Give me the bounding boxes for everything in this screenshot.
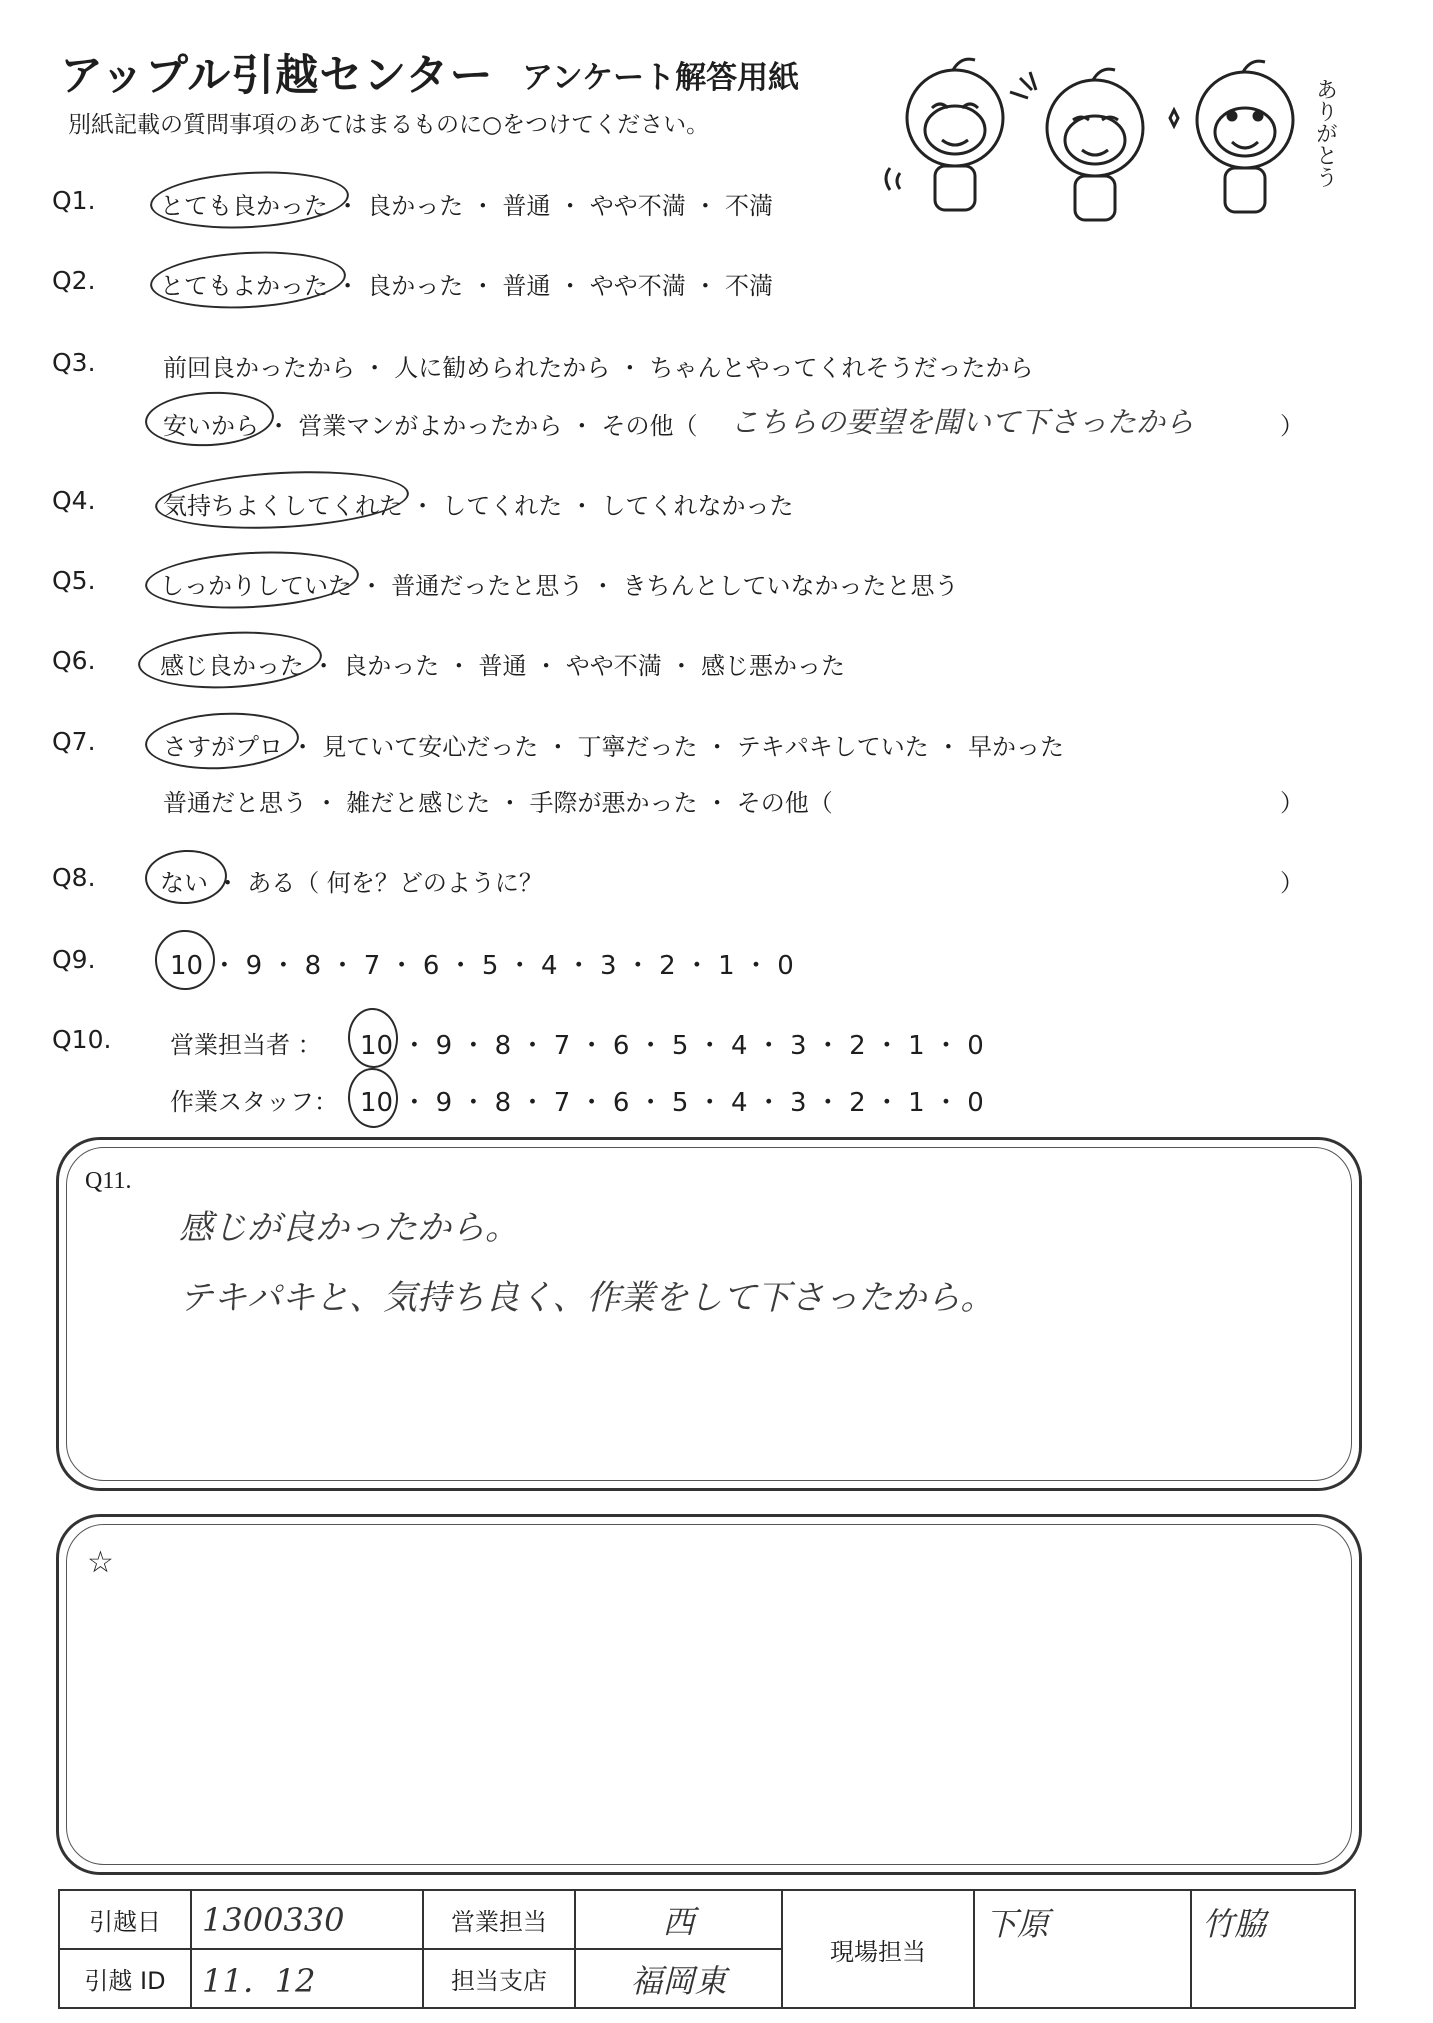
q7-options-line2: 普通だと思う ・ 雑だと感じた ・ 手際が悪かった ・ その他（: [163, 789, 833, 817]
q3-close-paren: ）: [1280, 412, 1304, 440]
sales-rep-label: 営業担当: [423, 1890, 575, 1949]
q5-label: Q5.: [52, 566, 96, 595]
branch-value: 福岡東: [575, 1949, 782, 2008]
q1-options: とても良かった ・ 良かった ・ 普通 ・ やや不満 ・ 不満: [160, 192, 774, 220]
move-id-value: 11．12: [191, 1949, 423, 2008]
q9-answer-circle: [153, 928, 216, 991]
form-subtitle: アンケート解答用紙: [522, 60, 800, 96]
star-comment-box: [56, 1514, 1362, 1875]
q4-answer-circle: [154, 465, 411, 534]
q1-label: Q1.: [52, 186, 96, 215]
move-id-label: 引越 ID: [59, 1949, 191, 2008]
q1-answer-circle: [149, 167, 351, 233]
q3-label: Q3.: [52, 348, 96, 377]
q10-staff-answer-circle: [346, 1067, 399, 1130]
q11-comment-line2: テキパキと、気持ち良く、作業をして下さったから。: [179, 1278, 995, 1318]
move-date-label: 引越日: [59, 1890, 191, 1949]
q11-comment-line1: 感じが良かったから。: [179, 1208, 519, 1248]
q8-options: ない ・ ある（ 何を？どのように？: [160, 869, 543, 897]
site-rep-value-2: 竹脇: [1191, 1890, 1355, 2008]
q2-options: とてもよかった ・ 良かった ・ 普通 ・ やや不満 ・ 不満: [160, 272, 774, 300]
q10-staff-label: 作業スタッフ：: [170, 1088, 338, 1116]
q6-options: 感じ良かった ・ 良かった ・ 普通 ・ やや不満 ・ 感じ悪かった: [160, 652, 846, 680]
q2-answer-circle: [149, 247, 348, 313]
q2-label: Q2.: [52, 266, 96, 295]
thanks-text: ありがとう: [1312, 78, 1338, 188]
q6-answer-circle: [137, 627, 324, 693]
q8-close-paren: ）: [1280, 869, 1304, 897]
footer-table: [58, 1889, 1356, 2009]
q9-label: Q9.: [52, 945, 96, 974]
q11-label: Q11.: [85, 1168, 132, 1194]
mascot-illustration: [880, 48, 1350, 238]
site-rep-label: 現場担当: [782, 1890, 974, 2008]
q10-staff-scale: 10 ・ 9 ・ 8 ・ 7 ・ 6 ・ 5 ・ 4 ・ 3 ・ 2 ・ 1 ・ 0: [360, 1088, 984, 1118]
company-title: アップル引越センター: [60, 51, 494, 101]
q7-label: Q7.: [52, 727, 96, 756]
q10-label: Q10.: [52, 1025, 112, 1054]
q10-sales-label: 営業担当者 ：: [170, 1031, 322, 1059]
branch-label: 担当支店: [423, 1949, 575, 2008]
q10-sales-scale: 10 ・ 9 ・ 8 ・ 7 ・ 6 ・ 5 ・ 4 ・ 3 ・ 2 ・ 1 ・ 0: [360, 1031, 984, 1061]
q7-options-line1: さすがプロ ・ 見ていて安心だった ・ 丁寧だった ・ テキパキしていた ・ 早かった: [163, 733, 1065, 761]
q5-answer-circle: [144, 546, 361, 613]
sales-rep-value: 西: [575, 1890, 782, 1949]
q4-options: 気持ちよくしてくれた ・ してくれた ・ してくれなかった: [163, 492, 794, 520]
site-rep-value-1: 下原: [974, 1890, 1191, 2008]
q7-close-paren: ）: [1280, 789, 1304, 817]
q3-other-handwritten: こちらの要望を聞いて下さったから: [730, 405, 1195, 439]
q3-options-line1: 前回良かったから ・ 人に勧められたから ・ ちゃんとやってくれそうだったから: [163, 354, 1034, 382]
q3-options-line2: 安いから ・ 営業マンがよかったから ・ その他（: [163, 412, 698, 440]
q8-label: Q8.: [52, 863, 96, 892]
instruction-text: 別紙記載の質問事項のあてはまるものに○をつけてください。: [68, 112, 710, 138]
q9-scale: 10 ・ 9 ・ 8 ・ 7 ・ 6 ・ 5 ・ 4 ・ 3 ・ 2 ・ 1 ・ 0: [170, 951, 794, 981]
star-icon: ☆: [87, 1545, 114, 1580]
q5-options: しっかりしていた ・ 普通だったと思う ・ きちんとしていなかったと思う: [160, 572, 959, 600]
q6-label: Q6.: [52, 646, 96, 675]
q7-answer-circle: [144, 709, 301, 773]
q4-label: Q4.: [52, 486, 96, 515]
move-date-value: 1300330: [191, 1890, 423, 1949]
q11-comment-box: [56, 1137, 1362, 1491]
